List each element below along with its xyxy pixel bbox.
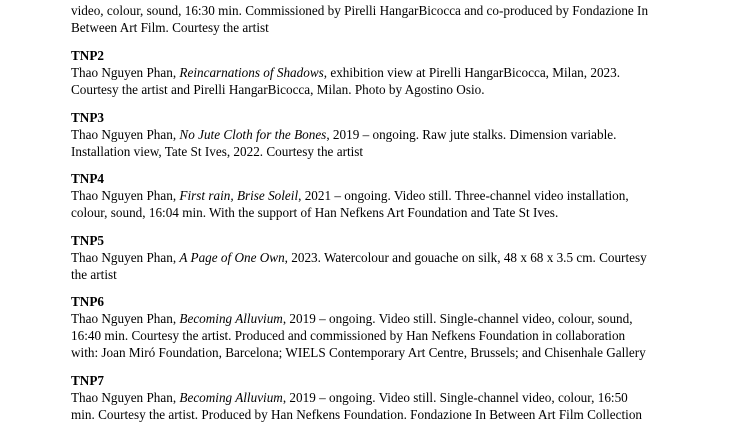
caption-line: 16:40 min. Courtesy the artist. Produced and commissioned by Han Nefkens Foundation in collaboration (71, 328, 626, 343)
artwork-title: Becoming Alluvium (179, 390, 283, 405)
caption-entry-tnp2 (71, 47, 731, 98)
caption-line: with: Joan Miró Foundation, Barcelona; WIELS Contemporary Art Centre, Brussels; and Chisenhale Gallery (71, 345, 646, 360)
caption-line: Thao Nguyen Phan, Reincarnations of Shadows, exhibition view at Pirelli HangarBicocca, Milan, 2023. (71, 65, 621, 80)
caption-entry-tnp5 (71, 232, 731, 283)
caption-line: the artist (71, 267, 117, 282)
caption-line: Thao Nguyen Phan, Becoming Alluvium, 2019 – ongoing. Video still. Single-channel video, colour, sound, (71, 311, 633, 326)
caption-code: TNP3 (71, 110, 104, 125)
caption-line: Courtesy the artist and Pirelli HangarBicocca, Milan. Photo by Agostino Osio. (71, 82, 485, 97)
caption-entry-tnp7 (71, 372, 731, 423)
artwork-title: Reincarnations of Shadows (179, 65, 324, 80)
caption-entry-tnp6 (71, 293, 731, 361)
caption-code: TNP7 (71, 373, 104, 388)
caption-line: colour, sound, 16:04 min. With the support of Han Nefkens Art Foundation and Tate St Ives. (71, 205, 559, 220)
artwork-title: First rain, Brise Soleil (179, 188, 299, 203)
caption-entry-tnp4 (71, 170, 731, 221)
caption-code: TNP6 (71, 294, 104, 309)
caption-line: video, colour, sound, 16:30 min. Commissioned by Pirelli HangarBicocca and co-produced by Fondazione In (71, 3, 649, 18)
artwork-title: Becoming Alluvium (179, 311, 283, 326)
caption-line: Thao Nguyen Phan, No Jute Cloth for the Bones, 2019 – ongoing. Raw jute stalks. Dimension variable. (71, 127, 617, 142)
caption-line: Thao Nguyen Phan, First rain, Brise Soleil, 2021 – ongoing. Video still. Three-channel video installation, (71, 188, 629, 203)
caption-line: Thao Nguyen Phan, Becoming Alluvium, 2019 – ongoing. Video still. Single-channel video, colour, 16:50 (71, 390, 628, 405)
artwork-title: A Page of One Own (179, 250, 285, 265)
caption-line: min. Courtesy the artist. Produced by Han Nefkens Foundation. Fondazione In Between Art Film Collection (71, 407, 643, 422)
caption-line: Thao Nguyen Phan, A Page of One Own, 2023. Watercolour and gouache on silk, 48 x 68 x 3.5 cm. Courtesy (71, 250, 647, 265)
caption-code: TNP4 (71, 171, 104, 186)
caption-code: TNP2 (71, 48, 104, 63)
caption-entry-tnp3 (71, 109, 731, 160)
artwork-title: No Jute Cloth for the Bones (179, 127, 327, 142)
caption-code: TNP5 (71, 233, 104, 248)
caption-line: Between Art Film. Courtesy the artist (71, 20, 269, 35)
caption-line: Installation view, Tate St Ives, 2022. Courtesy the artist (71, 144, 364, 159)
continued-caption (71, 2, 648, 36)
